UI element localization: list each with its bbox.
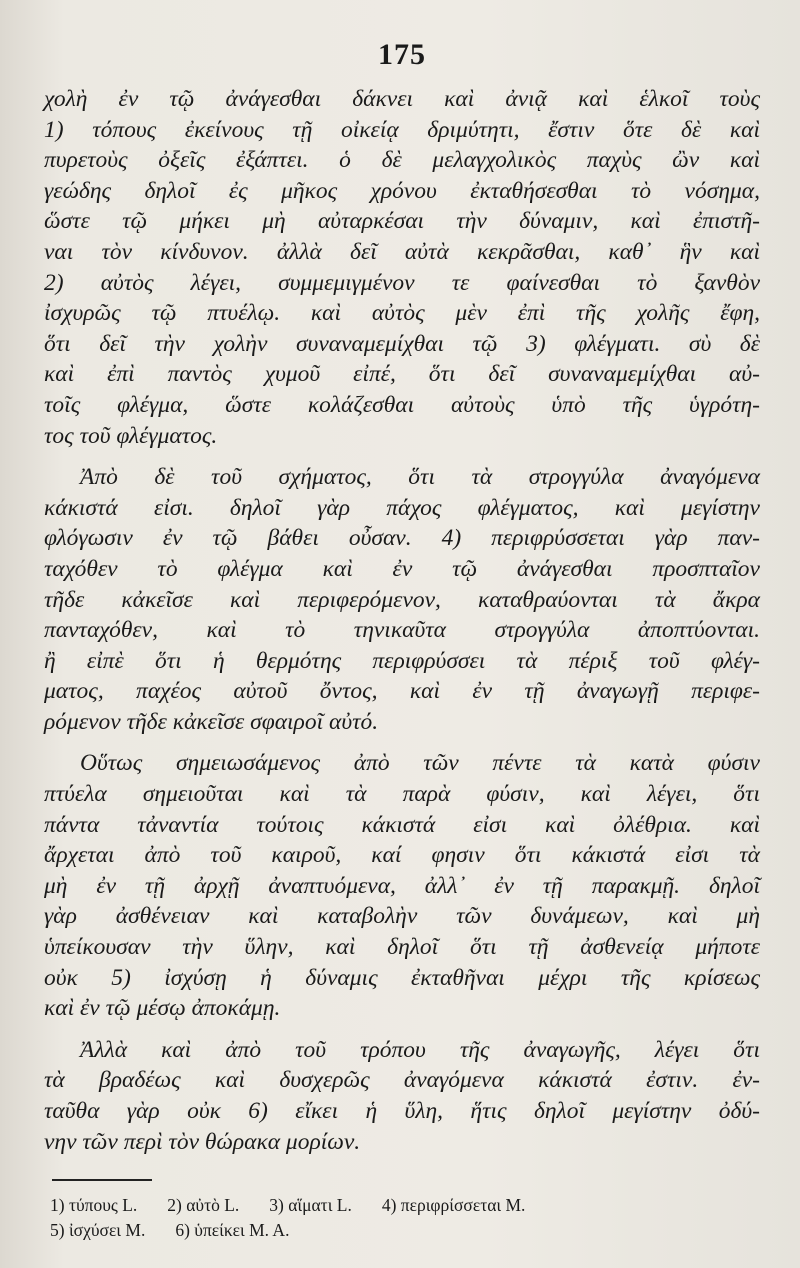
paragraph [44, 1035, 760, 1157]
text-line: καὶ ἐπὶ παντὸς χυμοῦ εἰπέ, ὅτι δεῖ συναναμεμίχθαι αὐ- [44, 361, 760, 388]
text-line: Ἀπὸ δὲ τοῦ σχήματος, ὅτι τὰ στρογγύλα ἀναγόμενα [80, 464, 760, 491]
text-line: καὶ ἐν τῷ μέσῳ ἀποκάμῃ. [44, 995, 281, 1022]
text-line: ὅτι δεῖ τὴν χολὴν συναναμεμίχθαι τῷ 3) φλέγματι. σὺ δὲ [44, 330, 760, 357]
text-line: ναι τὸν κίνδυνον. ἀλλὰ δεῖ αὐτὰ κεκρᾶσθαι, καθ᾽ ἣν καὶ [44, 238, 760, 265]
text-line: φλόγωσιν ἐν τῷ βάθει οὖσαν. 4) περιφρύσσεται γὰρ παν- [44, 525, 760, 552]
text-line: ρόμενον τῆδε κἀκεῖσε σφαιροῖ αὐτό. [44, 708, 379, 735]
footnotes [44, 1193, 760, 1243]
paragraph [44, 84, 760, 451]
footnote: 2) αὐτὸ L. [167, 1195, 240, 1216]
body-text [44, 84, 760, 1157]
text-line: ἰσχυρῶς τῷ πτυέλῳ. καὶ αὐτὸς μὲν ἐπὶ τῆς χολῆς ἔφη, [44, 300, 760, 327]
footnote-line [44, 1218, 760, 1243]
text-line: ματος, παχέος αὐτοῦ ὄντος, καὶ ἐν τῇ ἀναγωγῇ περιφε- [44, 678, 760, 705]
text-line: τοῖς φλέγμα, ὥστε κολάζεσθαι αὐτοὺς ὑπὸ τῆς ὑγρότη- [44, 391, 760, 418]
text-line: ταχόθεν τὸ φλέγμα καὶ ἐν τῷ ἀνάγεσθαι προσπταῖον [44, 555, 760, 582]
text-line: ὑπείκουσαν τὴν ὕλην, καὶ δηλοῖ ὅτι τῇ ἀσθενείᾳ μήποτε [44, 934, 760, 961]
text-line: κάκιστά εἰσι. δηλοῖ γὰρ πάχος φλέγματος, καὶ μεγίστην [44, 494, 760, 521]
footnote: 3) αἵματι L. [269, 1195, 352, 1216]
text-line: 1) τόπους ἐκείνους τῇ οἰκείᾳ δριμύτητι, ἔστιν ὅτε δὲ καὶ [44, 116, 760, 143]
text-line: τῆδε κἀκεῖσε καὶ περιφερόμενον, καταθραύονται τὰ ἄκρα [44, 586, 760, 613]
text-line: μὴ ἐν τῇ ἀρχῇ ἀναπτυόμενα, ἀλλ᾽ ἐν τῇ παρακμῇ. δηλοῖ [44, 872, 760, 899]
text-line: 2) αὐτὸς λέγει, συμμεμιγμένον τε φαίνεσθαι τὸ ξανθὸν [44, 269, 760, 296]
page-number: 175 [378, 38, 426, 71]
text-line: ἄρχεται ἀπὸ τοῦ καιροῦ, καί φησιν ὅτι κάκιστά εἰσι τὰ [44, 842, 760, 869]
text-line: τὰ βραδέως καὶ δυσχερῶς ἀναγόμενα κάκιστά ἐστιν. ἐν- [44, 1067, 760, 1094]
footnote: 4) περιφρίσσεται M. [381, 1195, 526, 1216]
footnote-divider [52, 1179, 152, 1181]
paragraph-gap [44, 451, 760, 462]
paragraph [44, 748, 760, 1023]
footnote: 5) ἰσχύσει M. [50, 1220, 146, 1241]
text-line: πυρετοὺς ὀξεῖς ἐξάπτει. ὁ δὲ μελαγχολικὸς παχὺς ὢν καὶ [44, 147, 760, 174]
text-line: πανταχόθεν, καὶ τὸ τηνικαῦτα στρογγύλα ἀποπτύονται. [44, 617, 760, 644]
paragraph-gap [44, 1024, 760, 1035]
text-line: τος τοῦ φλέγματος. [44, 422, 218, 449]
text-line: ταῦθα γὰρ οὐκ 6) εἴκει ἡ ὕλη, ἥτις δηλοῖ μεγίστην ὀδύ- [44, 1098, 760, 1124]
text-line: νην τῶν περὶ τὸν θώρακα μορίων. [44, 1128, 361, 1155]
text-line: γὰρ ἀσθένειαν καὶ καταβολὴν τῶν δυνάμεων, καὶ μὴ [44, 903, 760, 930]
text-line: Οὕτως σημειωσάμενος ἀπὸ τῶν πέντε τὰ κατὰ φύσιν [80, 750, 760, 777]
text-line: πτύελα σημειοῦται καὶ τὰ παρὰ φύσιν, καὶ λέγει, ὅτι [44, 781, 760, 808]
footnote-line [44, 1193, 760, 1218]
footnote: 1) τύπους L. [50, 1195, 138, 1216]
text-line: πάντα τἀναντία τούτοις κάκιστά εἰσι καὶ ὀλέθρια. καὶ [44, 811, 760, 838]
text-line: οὐκ 5) ἰσχύσῃ ἡ δύναμις ἐκταθῆναι μέχρι τῆς κρίσεως [44, 964, 760, 991]
paragraph-gap [44, 737, 760, 748]
text-line: ὥστε τῷ μήκει μὴ αὐταρκέσαι τὴν δύναμιν, καὶ ἐπιστῆ- [44, 208, 760, 235]
text-line: γεώδης δηλοῖ ἐς μῆκος χρόνου ἐκταθήσεσθαι τὸ νόσημα, [44, 177, 760, 204]
paragraph [44, 462, 760, 737]
text-line: ἢ εἰπὲ ὅτι ἡ θερμότης περιφρύσσει τὰ πέριξ τοῦ φλέγ- [44, 647, 760, 674]
footnote: 6) ὑπείκει M. A. [175, 1220, 290, 1241]
text-line: Ἀλλὰ καὶ ἀπὸ τοῦ τρόπου τῆς ἀναγωγῆς, λέγει ὅτι [80, 1036, 760, 1063]
text-line: χολὴ ἐν τῷ ἀνάγεσθαι δάκνει καὶ ἀνιᾷ καὶ ἑλκοῖ τοὺς [44, 86, 760, 112]
